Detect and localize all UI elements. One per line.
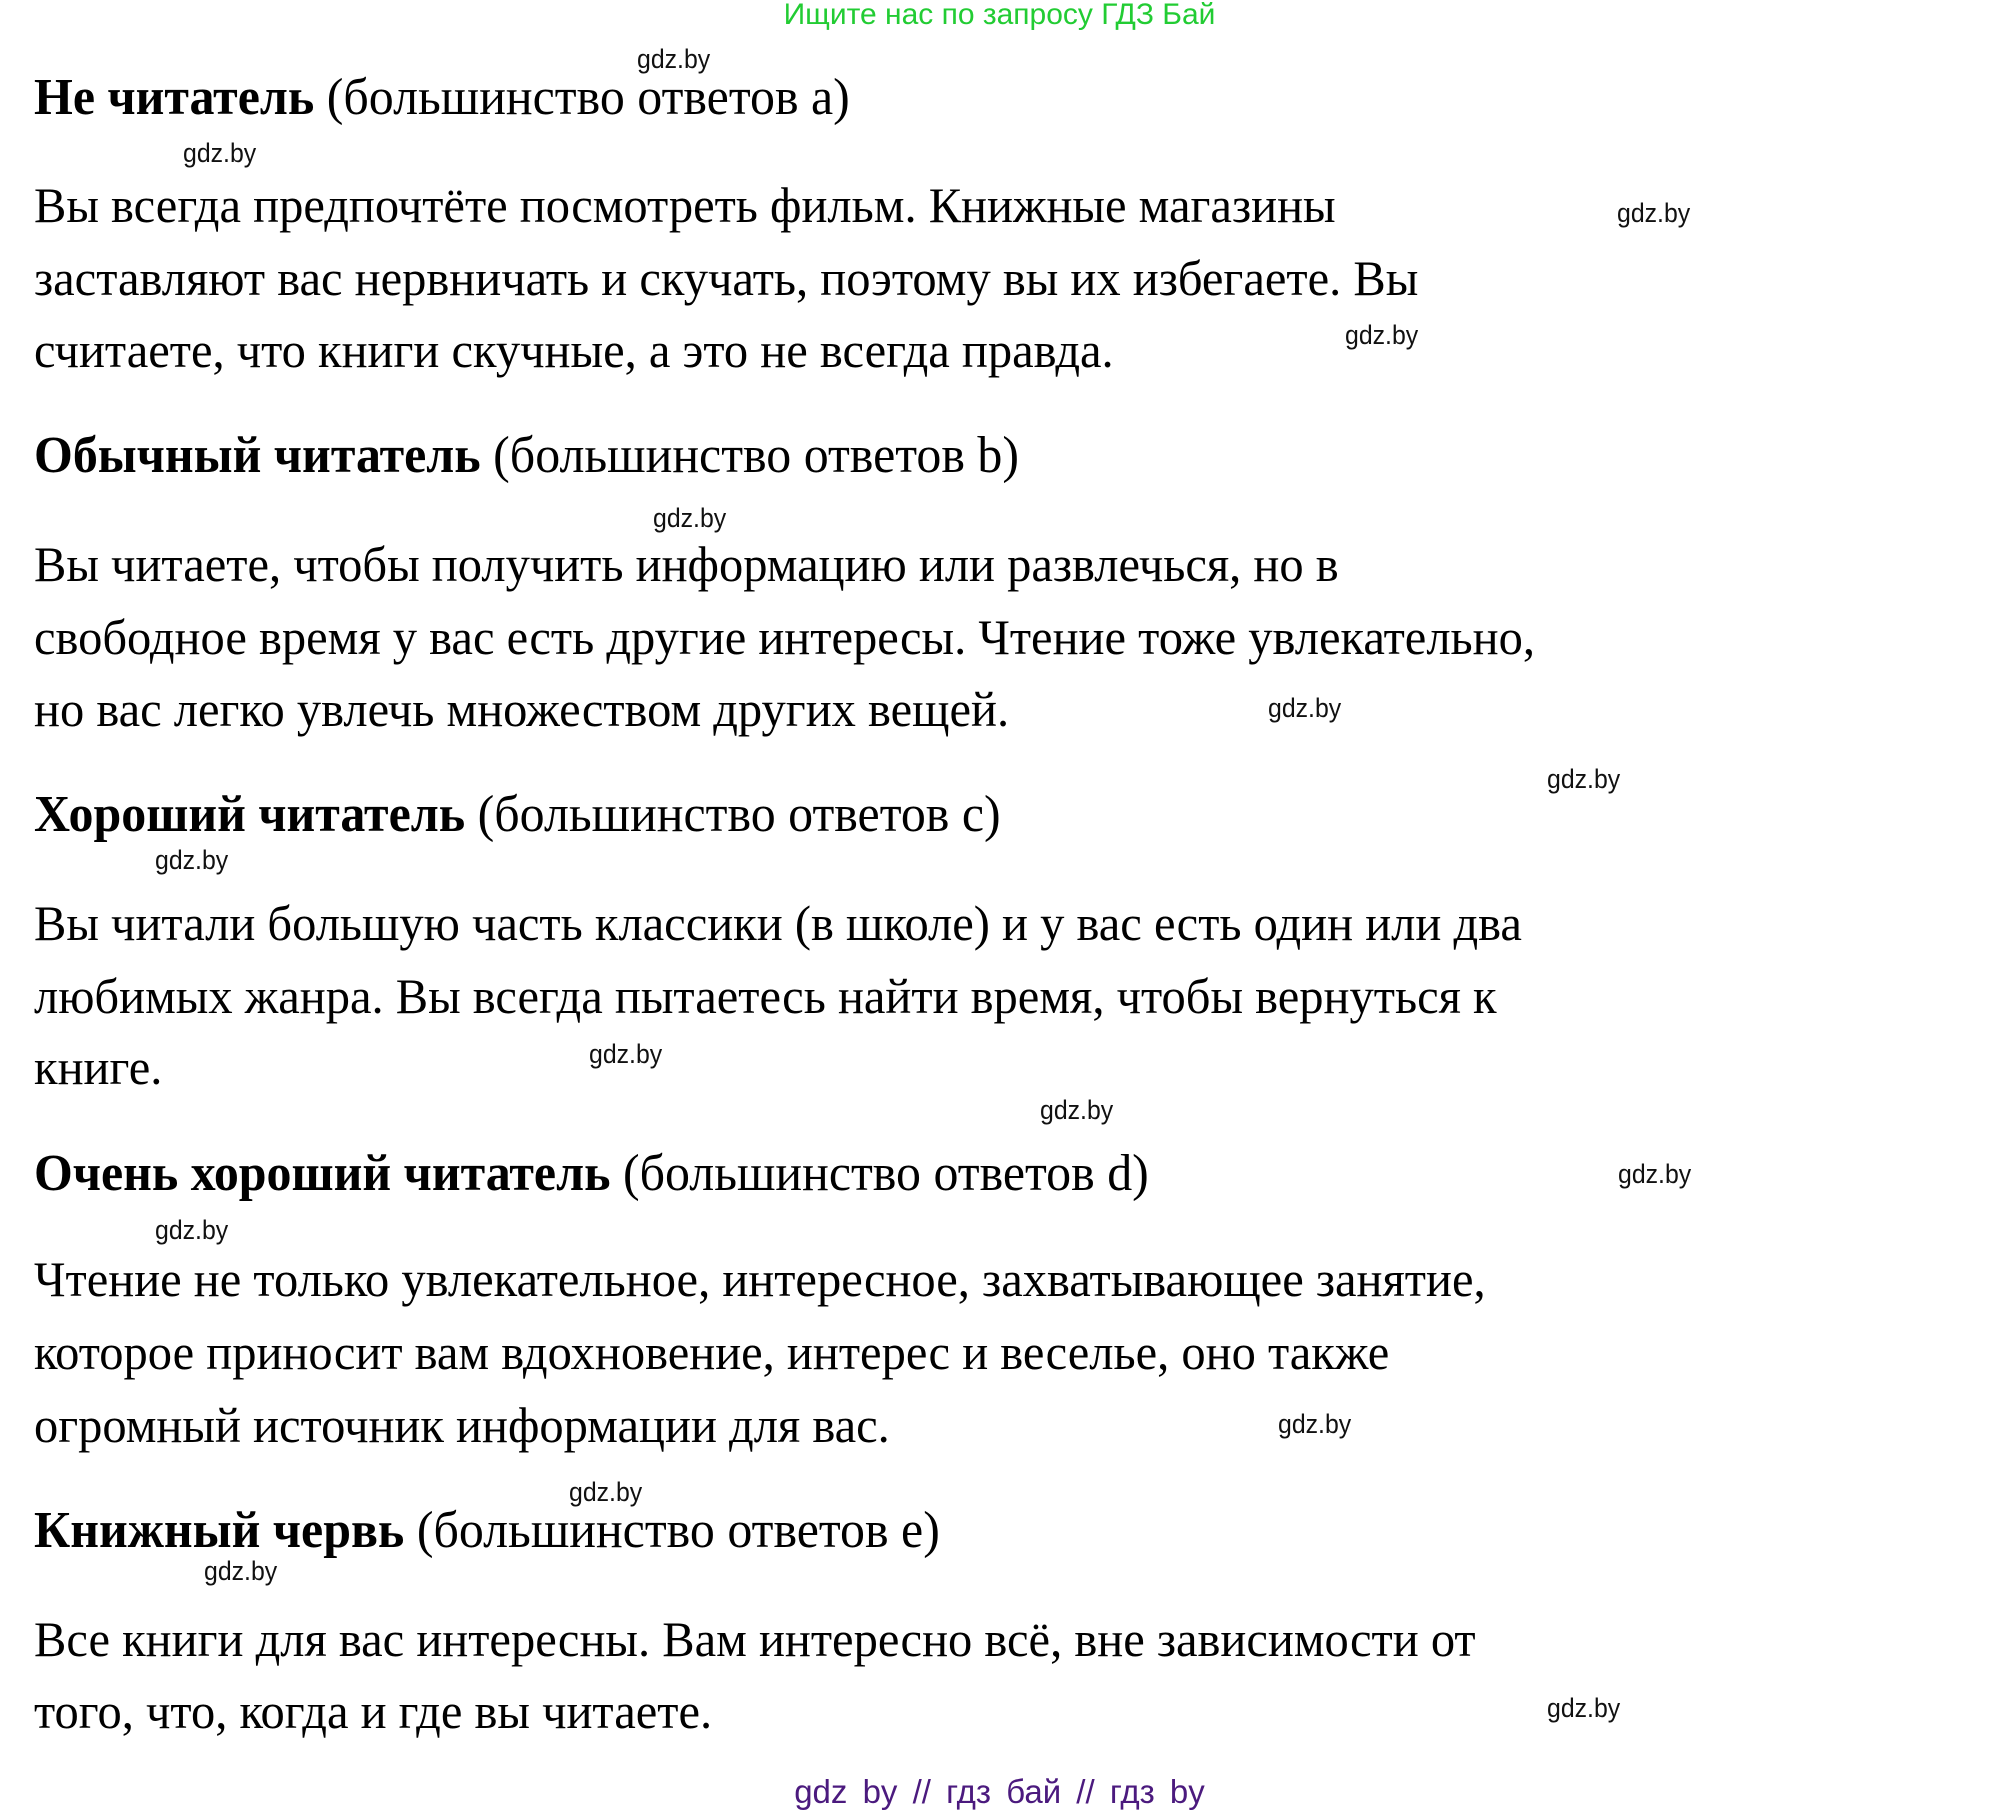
watermark: gdz.by <box>1278 1409 1352 1439</box>
paragraph-line: книге. <box>34 1039 163 1095</box>
paragraph-line: но вас легко увлечь множеством других вещей. <box>34 681 1010 737</box>
watermark: gdz.by <box>1618 1159 1692 1189</box>
section-title: Очень хороший читатель <box>34 1145 611 1202</box>
section-note: (большинство ответов b) <box>480 427 1020 484</box>
paragraph-line: Чтение не только увлекательное, интересное, захватывающее занятие, <box>34 1251 1486 1307</box>
section-title: Обычный читатель <box>34 427 481 484</box>
section-heading <box>34 1144 1149 1204</box>
section-heading <box>34 426 1019 486</box>
paragraph-line: свободное время у вас есть другие интересы. Чтение тоже увлекательно, <box>34 609 1535 665</box>
paragraph-line: заставляют вас нервничать и скучать, поэтому вы их избегаете. Вы <box>34 250 1419 306</box>
watermark: gdz.by <box>1547 764 1621 794</box>
paragraph-line: того, что, когда и где вы читаете. <box>34 1683 713 1739</box>
section-note: (большинство ответов a) <box>314 69 850 126</box>
section-title: Книжный червь <box>34 1502 405 1559</box>
watermark: gdz.by <box>1617 198 1691 228</box>
footer-links[interactable]: gdz by // гдз бай // гдз by <box>794 1773 1205 1810</box>
paragraph-line: считаете, что книги скучные, а это не всегда правда. <box>34 322 1114 378</box>
section-note: (большинство ответов e) <box>404 1502 940 1559</box>
section-note: (большинство ответов c) <box>465 786 1001 843</box>
watermark: gdz.by <box>204 1556 278 1586</box>
section-title: Хороший читатель <box>34 786 466 843</box>
watermark: gdz.by <box>569 1477 643 1507</box>
watermark: gdz.by <box>183 138 257 168</box>
section-heading <box>34 1501 940 1561</box>
watermark: gdz.by <box>1345 320 1419 350</box>
section-title: Не читатель <box>34 69 315 126</box>
paragraph-line: Все книги для вас интересны. Вам интересно всё, вне зависимости от <box>34 1611 1476 1667</box>
watermark: gdz.by <box>155 845 229 875</box>
section-heading <box>34 68 850 128</box>
paragraph-line: Вы всегда предпочтёте посмотреть фильм. Книжные магазины <box>34 177 1336 233</box>
search-banner[interactable]: Ищите нас по запросу ГДЗ Бай <box>783 0 1216 31</box>
watermark: gdz.by <box>637 44 711 74</box>
paragraph-line: Вы читали большую часть классики (в школе) и у вас есть один или два <box>34 895 1522 951</box>
paragraph-line: которое приносит вам вдохновение, интерес и веселье, оно также <box>34 1324 1390 1380</box>
paragraph-line: Вы читаете, чтобы получить информацию или развлечься, но в <box>34 536 1339 592</box>
watermark: gdz.by <box>1547 1693 1621 1723</box>
section-heading <box>34 785 1001 845</box>
paragraph-line: любимых жанра. Вы всегда пытаетесь найти время, чтобы вернуться к <box>34 968 1497 1024</box>
section-note: (большинство ответов d) <box>610 1145 1149 1202</box>
watermark: gdz.by <box>653 503 727 533</box>
watermark: gdz.by <box>589 1039 663 1069</box>
paragraph-line: огромный источник информации для вас. <box>34 1397 890 1453</box>
watermark: gdz.by <box>155 1215 229 1245</box>
watermark: gdz.by <box>1040 1095 1114 1125</box>
watermark: gdz.by <box>1268 693 1342 723</box>
